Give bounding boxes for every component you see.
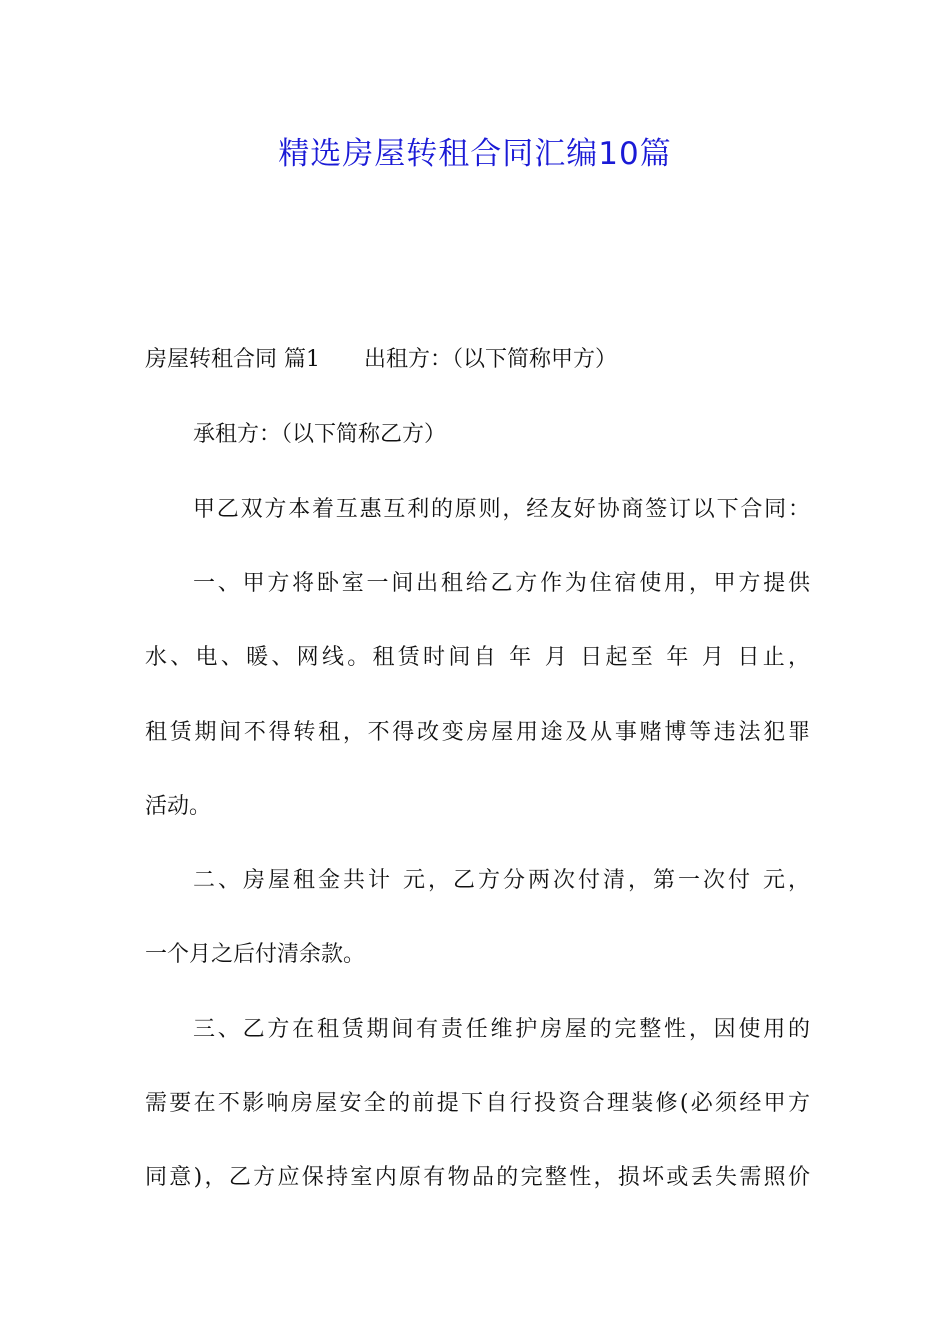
lessee-line: 承租方：（以下简称乙方） — [193, 422, 447, 447]
preamble-line: 甲乙双方本着互惠互利的原则，经友好协商签订以下合同： — [193, 497, 810, 522]
clause-3-line-2: 需要在不影响房屋安全的前提下自行投资合理装修(必须经甲方 — [145, 1091, 810, 1116]
clause-3-line-3: 同意)，乙方应保持室内原有物品的完整性，损坏或丢失需照价 — [145, 1165, 810, 1190]
clause-1-line-4: 活动。 — [145, 794, 212, 819]
contract-part-number: 篇1 — [284, 347, 321, 372]
clause-2-line-2: 一个月之后付清余款。 — [145, 942, 366, 967]
clause-1-line-3: 租赁期间不得转租，不得改变房屋用途及从事赌博等违法犯罪 — [145, 720, 810, 745]
clause-1-line-2: 水、电、暖、网线。租赁时间自 年 月 日起至 年 月 日止， — [145, 645, 810, 670]
lessor-line: 出租方：（以下简称甲方） — [364, 347, 618, 372]
clause-2-line-1: 二、房屋租金共计 元，乙方分两次付清，第一次付 元， — [193, 868, 810, 893]
document-title: 精选房屋转租合同汇编10篇 — [278, 136, 672, 172]
contract-heading-line — [145, 345, 810, 375]
contract-label: 房屋转租合同 — [145, 347, 278, 372]
clause-3-line-1: 三、乙方在租赁期间有责任维护房屋的完整性，因使用的 — [193, 1017, 810, 1042]
clause-1-line-1: 一、甲方将卧室一间出租给乙方作为住宿使用，甲方提供 — [193, 571, 810, 596]
